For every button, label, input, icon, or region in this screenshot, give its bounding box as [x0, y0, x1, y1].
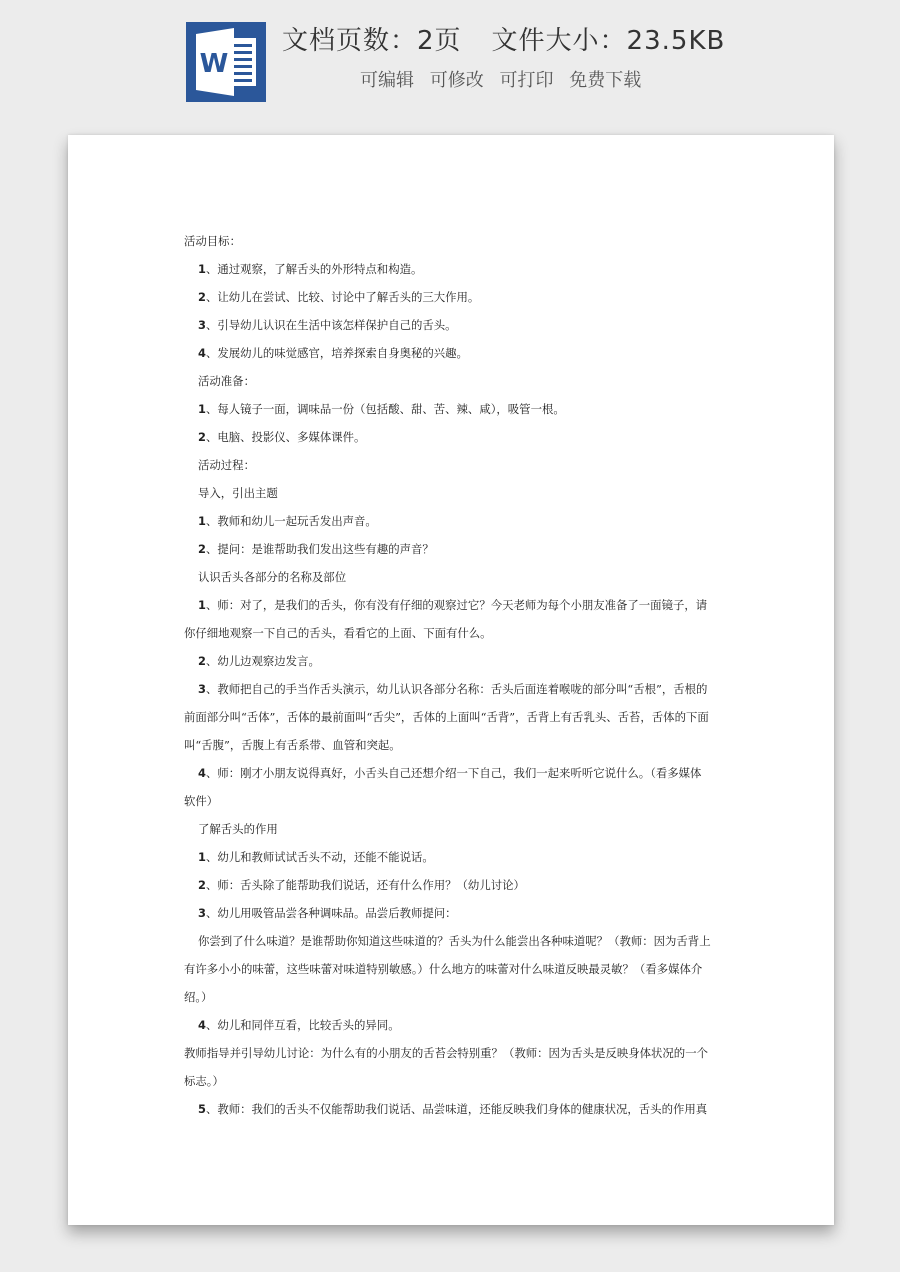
list-number: 4	[198, 1018, 206, 1032]
line-text: 你尝到了什么味道？是谁帮助你知道这些味道的？舌头为什么能尝出各种味道呢？（教师：因为舌背上	[198, 934, 711, 948]
document-line	[184, 591, 718, 619]
page-count-label: 文档页数：2页	[282, 26, 462, 56]
file-size-label: 文件大小：23.5KB	[491, 26, 726, 56]
line-text: 有许多小小的味蕾，这些味蕾对味道特别敏感。）什么地方的味蕾对什么味道反映最灵敏？（看多媒体介	[184, 962, 703, 976]
document-info-header	[0, 0, 900, 120]
document-line	[184, 983, 718, 1011]
line-text: 、幼儿和教师试试舌头不动，还能不能说话。	[205, 850, 434, 864]
document-line	[184, 647, 718, 675]
document-line	[184, 731, 718, 759]
line-text: 叫“舌腹”，舌腹上有舌系带、血管和突起。	[184, 738, 401, 752]
list-number: 4	[198, 346, 206, 360]
line-text: 、提问：是谁帮助我们发出这些有趣的声音？	[205, 542, 434, 556]
document-page	[68, 135, 834, 1225]
line-text: 、电脑、投影仪、多媒体课件。	[205, 430, 366, 444]
list-number: 1	[198, 262, 206, 276]
list-number: 2	[198, 542, 206, 556]
list-number: 4	[198, 766, 206, 780]
document-line	[184, 395, 718, 423]
document-line	[184, 479, 718, 507]
line-text: 、幼儿边观察边发言。	[205, 654, 320, 668]
line-text: 、通过观察，了解舌头的外形特点和构造。	[205, 262, 423, 276]
line-text: 、发展幼儿的味觉感官，培养探索自身奥秘的兴趣。	[205, 346, 468, 360]
line-text: 、师：舌头除了能帮助我们说话，还有什么作用？（幼儿讨论）	[205, 878, 525, 892]
list-number: 3	[198, 318, 206, 332]
line-text: 、教师和幼儿一起玩舌发出声音。	[205, 514, 377, 528]
document-line	[184, 1095, 718, 1123]
document-line	[184, 451, 718, 479]
feature-printable: 可打印	[499, 70, 554, 91]
document-line	[184, 759, 718, 787]
line-text: 教师指导并引导幼儿讨论：为什么有的小朋友的舌苔会特别重？（教师：因为舌头是反映身体状况的一个	[184, 1046, 708, 1060]
document-line	[184, 927, 718, 955]
list-number: 3	[198, 906, 206, 920]
document-stats	[282, 20, 725, 60]
list-number: 5	[198, 1102, 206, 1116]
list-number: 1	[198, 402, 206, 416]
line-text: 软件）	[184, 794, 219, 808]
feature-modifiable: 可修改	[429, 70, 484, 91]
document-line	[184, 339, 718, 367]
document-line	[184, 955, 718, 983]
list-number: 2	[198, 290, 206, 304]
list-number: 2	[198, 430, 206, 444]
feature-list	[360, 66, 651, 92]
line-text: 导入，引出主题	[198, 486, 278, 500]
document-line	[184, 535, 718, 563]
line-text: 活动过程：	[198, 458, 255, 472]
document-line	[184, 815, 718, 843]
line-text: 标志。）	[184, 1074, 224, 1088]
document-line	[184, 1011, 718, 1039]
document-line	[184, 787, 718, 815]
list-number: 1	[198, 850, 206, 864]
document-line	[184, 619, 718, 647]
list-number: 2	[198, 654, 206, 668]
line-text: 、教师：我们的舌头不仅能帮助我们说话、品尝味道，还能反映我们身体的健康状况，舌头的作用真	[205, 1102, 708, 1116]
line-text: 你仔细地观察一下自己的舌头，看看它的上面、下面有什么。	[184, 626, 492, 640]
document-line	[184, 227, 718, 255]
line-text: 绍。）	[184, 990, 213, 1004]
feature-editable: 可编辑	[360, 70, 414, 91]
line-text: 、教师把自己的手当作舌头演示，幼儿认识各部分名称：舌头后面连着喉咙的部分叫“舌根”，舌根的	[205, 682, 708, 696]
line-text: 、师：刚才小朋友说得真好，小舌头自己还想介绍一下自己，我们一起来听听它说什么。（看多媒体	[205, 766, 702, 780]
document-line	[184, 843, 718, 871]
document-body	[184, 227, 718, 1123]
word-document-icon	[186, 22, 266, 102]
document-line	[184, 367, 718, 395]
document-line	[184, 311, 718, 339]
document-line	[184, 283, 718, 311]
feature-free-download: 免费下载	[569, 70, 642, 91]
line-text: 、幼儿和同伴互看，比较舌头的异同。	[205, 1018, 400, 1032]
document-line	[184, 871, 718, 899]
document-line	[184, 563, 718, 591]
document-line	[184, 423, 718, 451]
list-number: 1	[198, 598, 206, 612]
document-line	[184, 1039, 718, 1067]
document-line	[184, 507, 718, 535]
document-line	[184, 703, 718, 731]
line-text: 、师：对了，是我们的舌头，你有没有仔细的观察过它？今天老师为每个小朋友准备了一面镜子，请	[205, 598, 708, 612]
list-number: 2	[198, 878, 206, 892]
line-text: 了解舌头的作用	[198, 822, 278, 836]
document-line	[184, 255, 718, 283]
line-text: 活动目标：	[184, 234, 241, 248]
list-number: 3	[198, 682, 206, 696]
line-text: 认识舌头各部分的名称及部位	[198, 570, 347, 584]
svg-text:W: W	[199, 49, 229, 79]
document-line	[184, 675, 718, 703]
line-text: 、幼儿用吸管品尝各种调味品。品尝后教师提问：	[205, 906, 457, 920]
line-text: 、引导幼儿认识在生活中该怎样保护自己的舌头。	[205, 318, 457, 332]
document-line	[184, 899, 718, 927]
line-text: 活动准备：	[198, 374, 255, 388]
line-text: 前面部分叫“舌体”，舌体的最前面叫“舌尖”，舌体的上面叫“舌背”，舌背上有舌乳头、舌苔，舌体的下面	[184, 710, 709, 724]
line-text: 、让幼儿在尝试、比较、讨论中了解舌头的三大作用。	[205, 290, 480, 304]
line-text: 、每人镜子一面，调味品一份（包括酸、甜、苦、辣、咸），吸管一根。	[205, 402, 565, 416]
document-line	[184, 1067, 718, 1095]
list-number: 1	[198, 514, 206, 528]
